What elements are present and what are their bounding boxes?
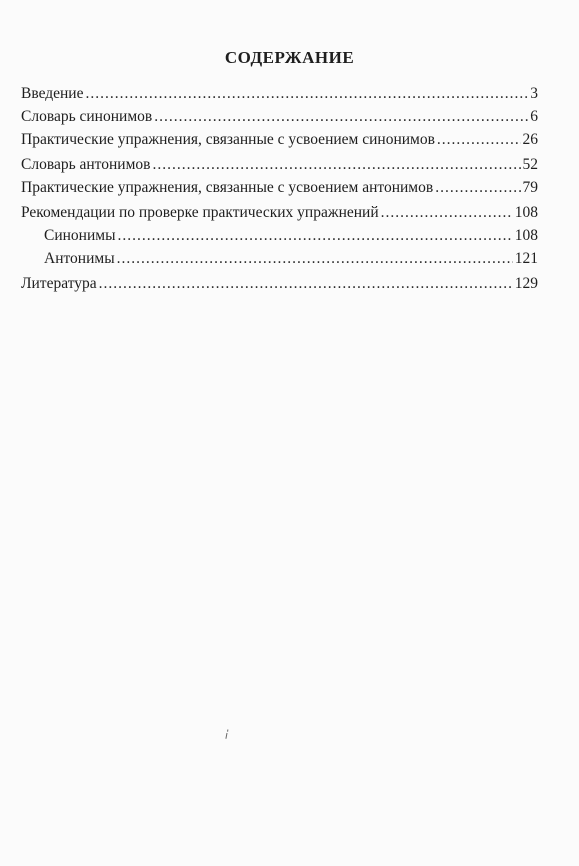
toc-entry-label: Словарь антонимов: [21, 156, 151, 173]
toc-entry-label: Литература: [21, 275, 97, 292]
toc-leader-dots: [435, 178, 520, 198]
toc-entry-label: Синонимы: [44, 227, 116, 244]
toc-entry-page: 52: [522, 156, 538, 173]
toc-entry-synonym-dictionary: [21, 107, 538, 127]
toc-leader-dots: [99, 274, 513, 294]
toc-leader-dots: [85, 84, 528, 104]
toc-entry-page: 129: [514, 275, 538, 292]
toc-entry-page: 108: [514, 204, 538, 221]
toc-leader-dots: [117, 249, 513, 269]
toc-entry-label: Введение: [21, 85, 84, 102]
toc-leader-dots: [118, 226, 513, 246]
toc-entry-introduction: [21, 84, 538, 104]
toc-subentry-synonyms: [21, 226, 538, 246]
toc-entry-synonym-exercises: [21, 130, 538, 150]
toc-entry-label: Практические упражнения, связанные с усвоением антонимов: [21, 179, 434, 196]
toc-entry-page: 3: [530, 85, 538, 102]
toc-entry-label: Практические упражнения, связанные с усвоением синонимов: [21, 131, 435, 148]
toc-subentry-antonyms: [21, 249, 538, 269]
toc-entry-page: 6: [530, 108, 538, 125]
toc-entry-literature: [21, 274, 538, 294]
toc-entry-label: Рекомендации по проверке практических упражнений: [21, 204, 379, 221]
toc-leader-dots: [437, 130, 521, 150]
toc-leader-dots: [154, 107, 528, 127]
page-title: СОДЕРЖАНИЕ: [224, 48, 355, 67]
toc-entry-page: 108: [514, 227, 538, 244]
pen-mark: [221, 727, 234, 740]
toc-entry-page: 26: [522, 131, 538, 148]
toc-entry-recommendations: [21, 203, 538, 223]
toc-entry-label: Словарь синонимов: [21, 108, 153, 125]
toc-leader-dots: [381, 203, 513, 223]
table-of-contents: [21, 84, 538, 297]
toc-leader-dots: [152, 155, 520, 175]
toc-entry-page: 121: [514, 250, 538, 267]
toc-entry-page: 79: [522, 179, 538, 196]
toc-entry-antonym-exercises: [21, 178, 538, 198]
toc-entry-label: Антонимы: [44, 250, 115, 267]
toc-entry-antonym-dictionary: [21, 155, 538, 175]
